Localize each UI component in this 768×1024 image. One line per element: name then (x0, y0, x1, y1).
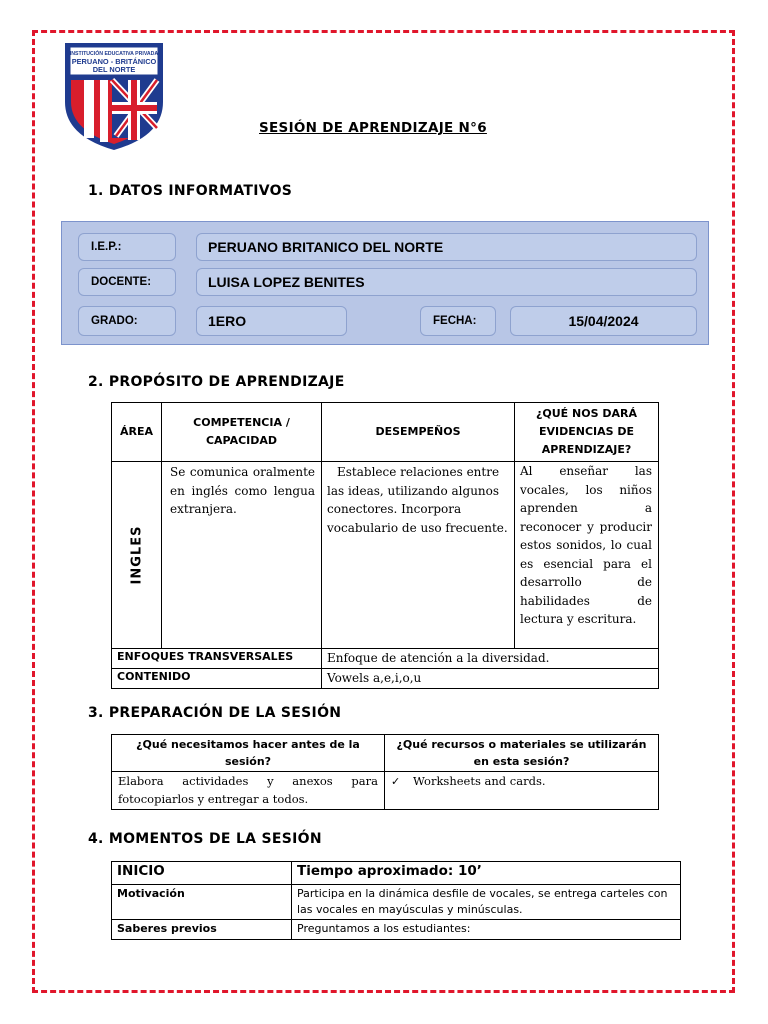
docente-value: LUISA LOPEZ BENITES (196, 268, 697, 296)
evidencias-cell: Al enseñar las vocales, los niños aprenden a reconocer y producir estos sonidos, lo cual es esencial para el desarrollo de habilidades de lectura y escritura. (515, 462, 659, 649)
iep-value: PERUANO BRITANICO DEL NORTE (196, 233, 697, 261)
header-desempenos: DESEMPEÑOS (322, 403, 515, 462)
grado-label: GRADO: (78, 306, 176, 336)
section-heading-preparacion: 3. PREPARACIÓN DE LA SESIÓN (88, 705, 342, 721)
resources-cell (385, 772, 659, 810)
fecha-label: FECHA: (420, 306, 496, 336)
tiempo-label: Tiempo aproximado: 10’ (292, 862, 681, 885)
crest-line-1: INSTITUCIÓN EDUCATIVA PRIVADA (69, 51, 159, 57)
desempenos-cell: Establece relaciones entre las ideas, utilizando algunos conectores. Incorpora vocabulario de uso frecuente. (322, 462, 515, 649)
competencia-cell: Se comunica oralmente en inglés como lengua extranjera. (162, 462, 322, 649)
area-value: INGLES (129, 525, 144, 585)
motivacion-text: Participa en la dinámica desfile de vocales, se entrega carteles con las vocales en mayúsculas y minúsculas. (292, 885, 681, 920)
moments-table (111, 861, 681, 940)
grado-value: 1ERO (196, 306, 347, 336)
contenido-value: Vowels a,e,i,o,u (322, 669, 659, 689)
motivacion-label: Motivación (112, 885, 292, 920)
resources-text: Worksheets and cards. (413, 774, 546, 788)
enfoques-label: ENFOQUES TRANSVERSALES (112, 649, 322, 669)
contenido-label: CONTENIDO (112, 669, 322, 689)
header-resources: ¿Qué recursos o materiales se utilizarán en esta sesión? (385, 735, 659, 772)
before-cell: Elabora actividades y anexos para fotocopiarlos y entregar a todos. (112, 772, 385, 810)
crest-line-3: DEL NORTE (92, 65, 136, 74)
document-title: SESIÓN DE APRENDIZAJE N°6 (259, 120, 487, 136)
header-competencia: COMPETENCIA / CAPACIDAD (162, 403, 322, 462)
section-heading-proposito: 2. PROPÓSITO DE APRENDIZAJE (88, 374, 345, 390)
checkmark-icon: ✓ (391, 775, 401, 788)
crest-line-2: PERUANO - BRITÁNICO (71, 57, 157, 66)
section-heading-momentos: 4. MOMENTOS DE LA SESIÓN (88, 831, 322, 847)
school-crest-logo (62, 40, 166, 152)
enfoques-value: Enfoque de atención a la diversidad. (322, 649, 659, 669)
inicio-label: INICIO (112, 862, 292, 885)
iep-label: I.E.P.: (78, 233, 176, 261)
header-before: ¿Qué necesitamos hacer antes de la sesión? (112, 735, 385, 772)
docente-label: DOCENTE: (78, 268, 176, 296)
section-heading-datos: 1. DATOS INFORMATIVOS (88, 183, 293, 199)
fecha-value: 15/04/2024 (510, 306, 697, 336)
info-panel (61, 221, 709, 345)
saberes-label: Saberes previos (112, 920, 292, 940)
area-cell (112, 462, 162, 649)
preparation-table (111, 734, 659, 810)
header-evidencias: ¿QUÉ NOS DARÁ EVIDENCIAS DE APRENDIZAJE? (515, 403, 659, 462)
header-area: ÁREA (112, 403, 162, 462)
purpose-table (111, 402, 659, 689)
saberes-text: Preguntamos a los estudiantes: (292, 920, 681, 940)
